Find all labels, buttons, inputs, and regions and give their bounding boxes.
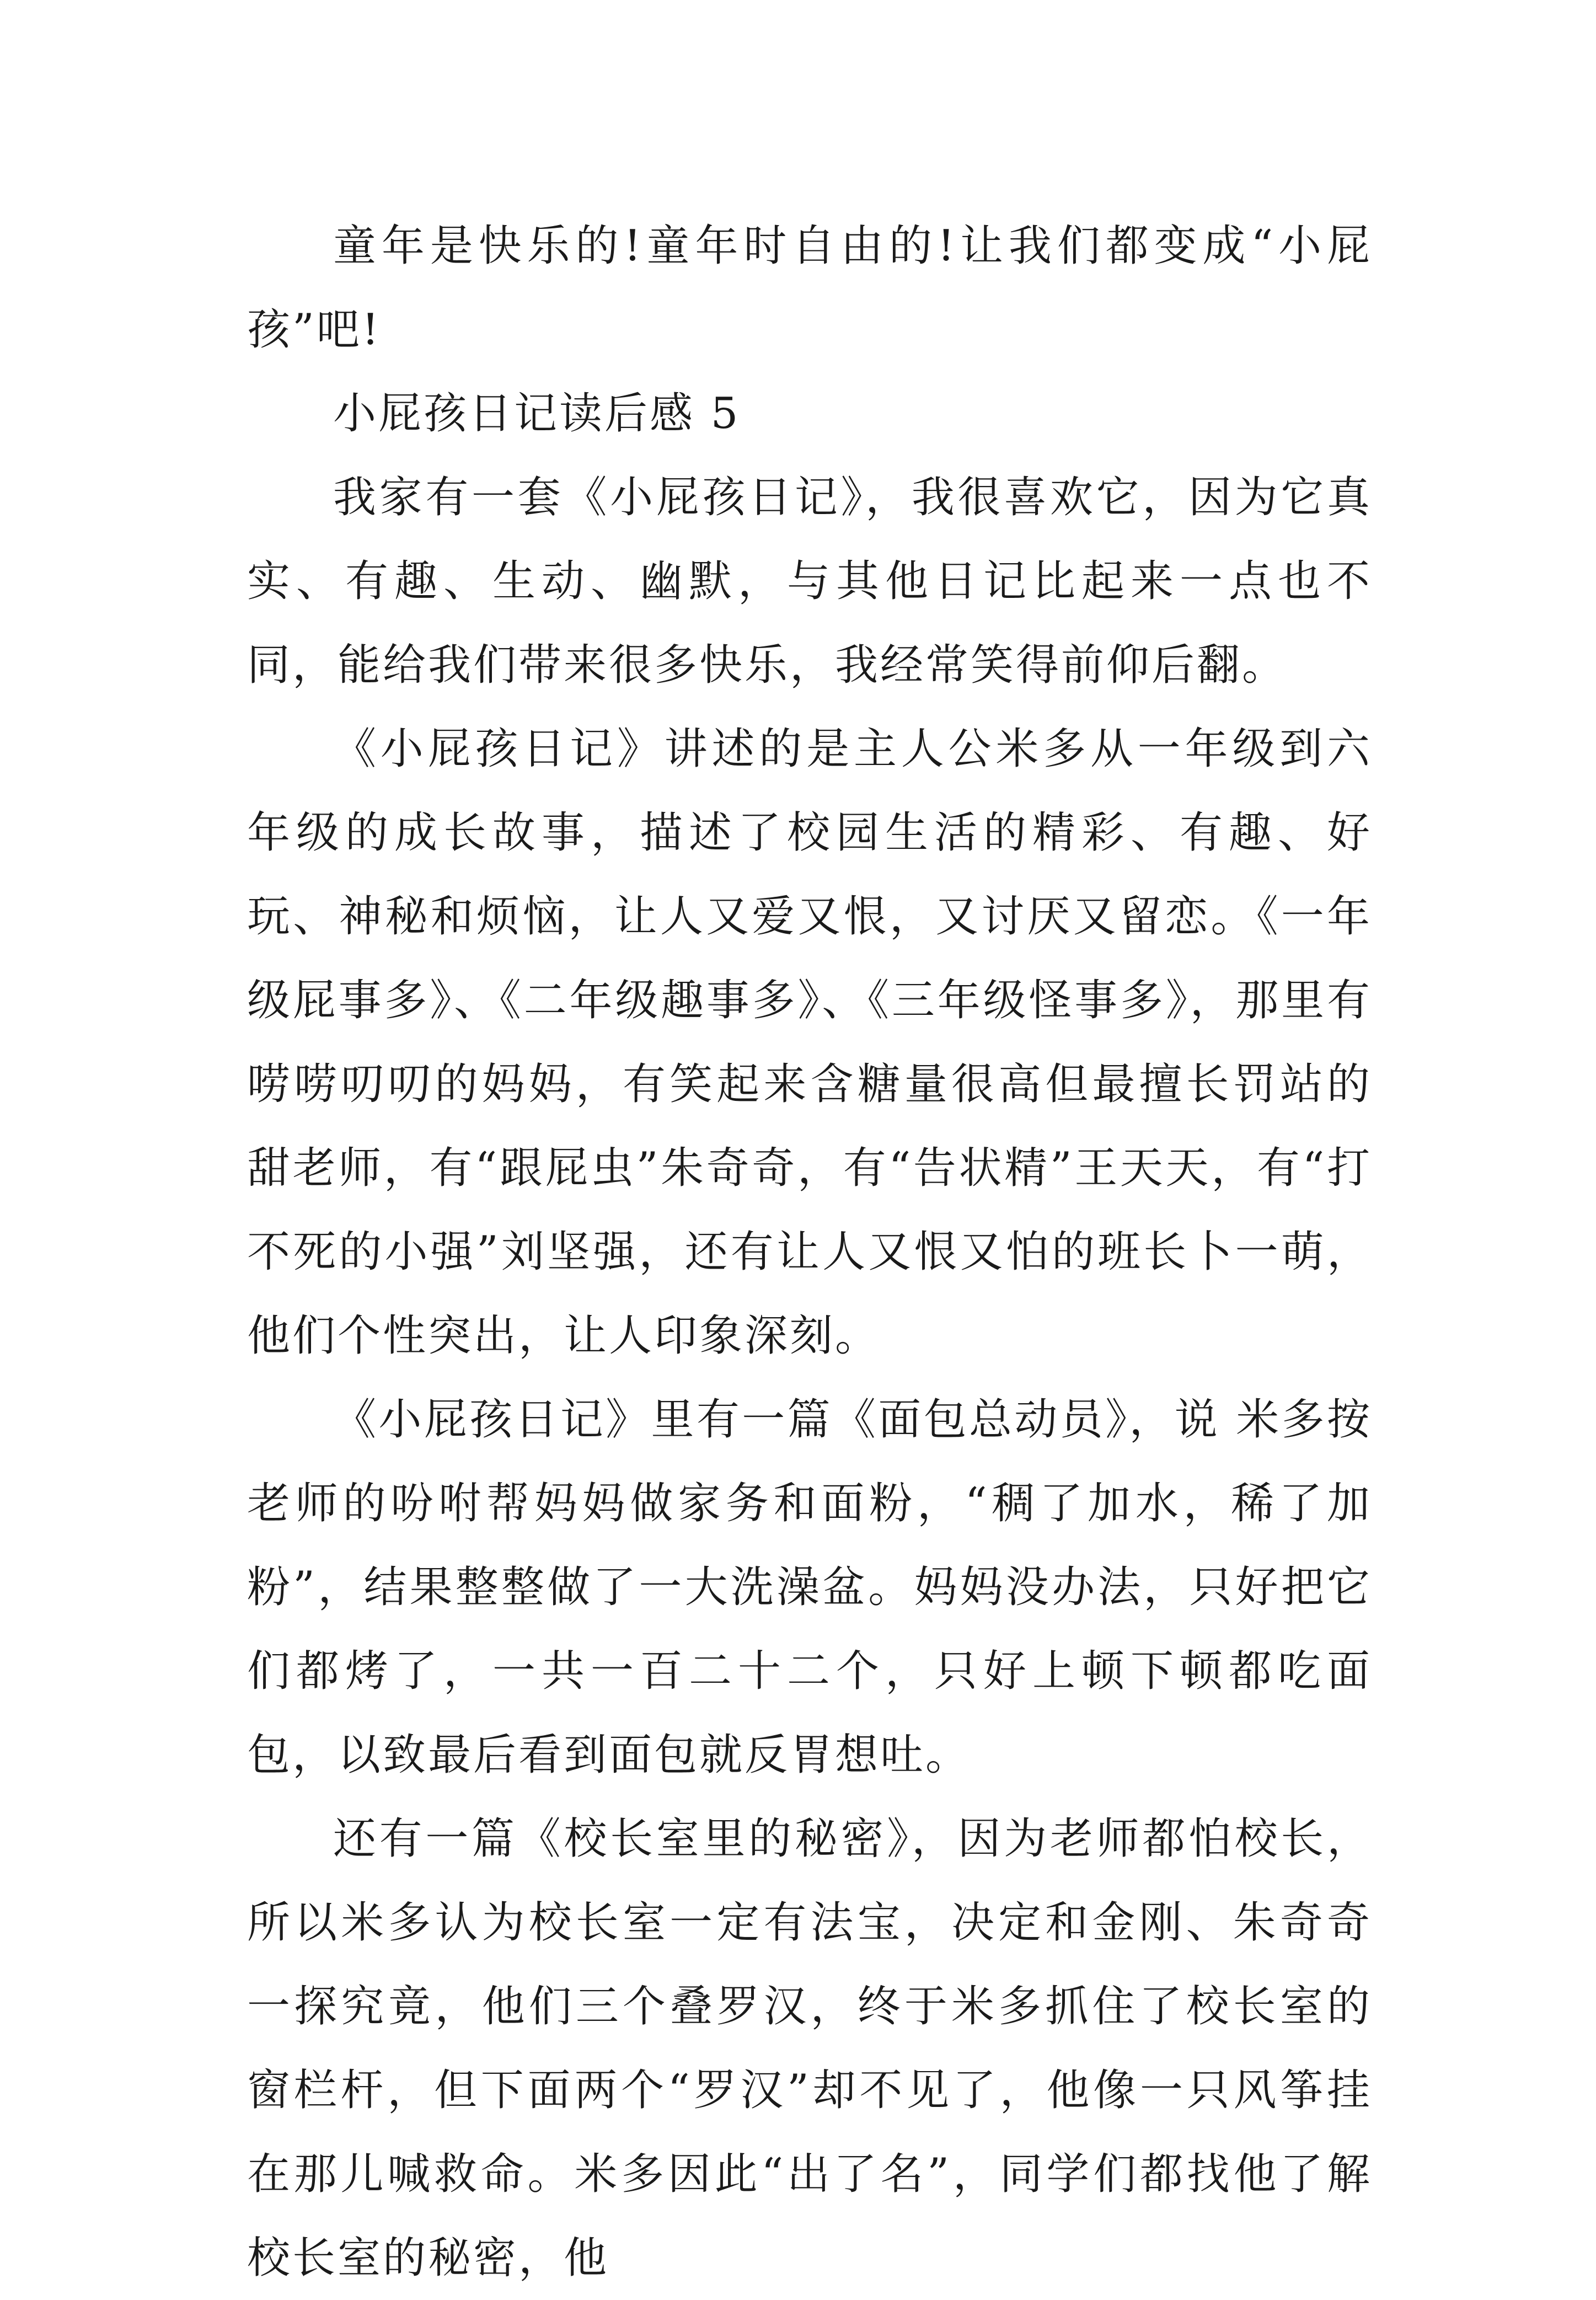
section-heading: 小屁孩日记读后感 5: [333, 389, 741, 438]
paragraph-intro: 我家有一套《小屁孩日记》，我很喜欢它，因为它真实、有趣、生动、幽默，与其他日记比起来一点也不同，能给我们带来很多快乐，我经常笑得前仰后翻。: [247, 473, 1372, 690]
paragraph-principal-story: 还有一篇《校长室里的秘密》，因为老师都怕校长，所以米多认为校长室一定有法宝，决定和金刚、朱奇奇一探究竟，他们三个叠罗汉，终于米多抓住了校长室的窗栏杆，但下面两个“罗汉”却不见了，他像一只风筝挂在那儿喊救命。米多因此“出了名”，同学们都找他了解校长室的秘密，他: [247, 1814, 1372, 2283]
document-page: [247, 204, 1372, 2300]
paragraph-summary: 《小屁孩日记》讲述的是主人公米多从一年级到六年级的成长故事，描述了校园生活的精彩、有趣、好玩、神秘和烦恼，让人又爱又恨，又讨厌又留恋。《一年级屁事多》、《二年级趣事多》、《三年级怪事多》，那里有唠唠叨叨的妈妈，有笑起来含糖量很高但最擅长罚站的甜老师，有“跟屁虫”朱奇奇，有“告状精”王天天，有“打不死的小强”刘坚强，还有让人又恨又怕的班长卜一萌，他们个性突出，让人印象深刻。: [247, 724, 1372, 1361]
paragraph-bread-story: 《小屁孩日记》里有一篇《面包总动员》，说 米多按老师的吩咐帮妈妈做家务和面粉，“稠了加水，稀了加粉”，结果整整做了一大洗澡盆。妈妈没办法，只好把它们都烤了，一共一百二十二个，只好上顿下顿都吃面包，以致最后看到面包就反胃想吐。: [247, 1395, 1372, 1780]
paragraph-closing: 童年是快乐的!童年时自由的!让我们都变成“小屁孩”吧!: [247, 221, 1372, 355]
